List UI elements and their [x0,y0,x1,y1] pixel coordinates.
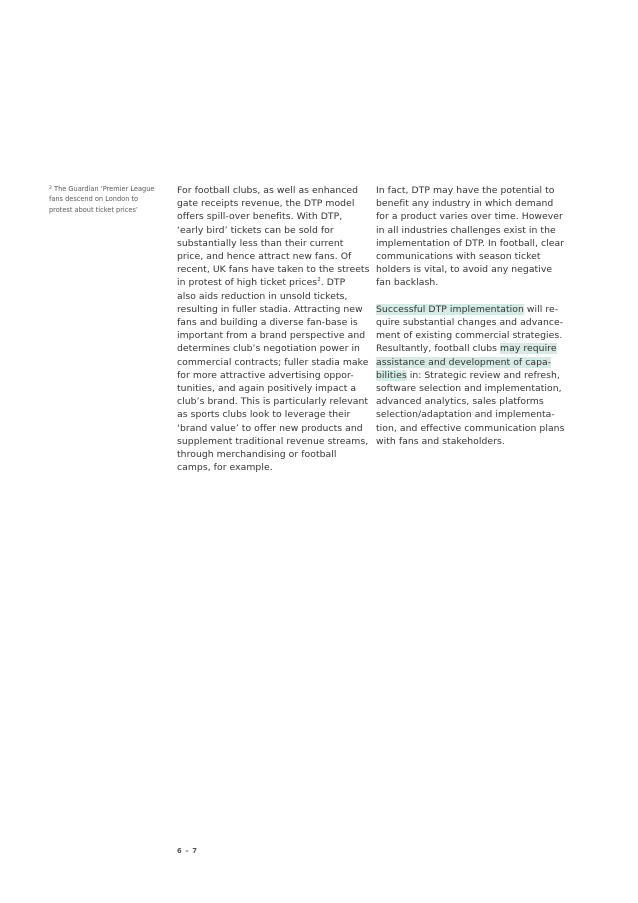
footnote-line: fans descend on London to [49,195,139,204]
page-number: 6 – 7 [177,847,198,855]
text-line: tion, and effective communication plans [376,422,565,434]
footnote-line: $^2$ The Guardian ‘Premier League [49,185,155,193]
text-line: holders is vital, to avoid any negative [376,264,553,276]
text-line: offers spill-over benefits. With DTP, [177,211,343,223]
text-line: resulting in fuller stadia. Attracting new [177,303,363,315]
text-line: For football clubs, as well as enhanced [177,185,359,196]
highlight: may require [500,343,557,355]
text-line: ‘early bird’ tickets can be sold for [177,224,334,236]
text-line: as sports clubs look to leverage their [177,409,351,421]
text-line: gate receipts revenue, the DTP model [177,198,355,210]
text-line: camps, for example. [177,462,273,474]
text-line: advanced analytics, sales platforms [376,396,544,408]
text-line: Successful DTP implementation will re- [376,303,559,315]
highlight: Successful DTP implementation [376,303,524,315]
text-line: selection/adaptation and implementa- [376,409,555,421]
text-line: important from a brand perspective and [177,330,366,342]
body-column-right [376,184,564,448]
footnote [49,184,161,215]
text-line: Resultantly, football clubs may require [376,343,557,355]
body-column-left [177,184,370,474]
text-line: for more attractive advertising oppor- [177,369,354,381]
text-line: supplement traditional revenue streams, [177,435,369,447]
text-line: fans and building a diverse fan-base is [177,317,358,329]
text-line: commercial contracts; fuller stadia make [177,356,369,368]
text-line: fan backlash. [376,277,439,289]
text-line: also aids reduction in unsold tickets, [177,290,348,302]
text-line: through merchandising or football [177,449,337,461]
text-line: price, and hence attract new fans. Of [177,251,352,263]
text-line: with fans and stakeholders. [376,435,505,447]
text-line: for a product varies over time. However [376,211,563,223]
highlight: assistance and development of capa- [376,356,552,368]
text-line: ‘brand value’ to offer new products and [177,422,363,434]
footnote-line: protest about ticket prices’ [49,205,138,214]
text-line: tunities, and again positively impact a [177,383,357,395]
text-line: implementation of DTP. In football, clear [376,237,565,249]
text-line: determines club’s negotiation power in [177,343,360,355]
text-line: software selection and implementation, [376,383,562,395]
text-line: substantially less than their current [177,237,344,249]
text-line-with-footnote-ref: in protest of high ticket prices$^2$. DTP [177,277,346,289]
text-line: club’s brand. This is particularly relevant [177,396,369,408]
footnote-marker: 2 [49,186,52,191]
footnote-reference: 2 [317,277,321,284]
text-line: communications with season ticket [376,251,541,263]
text-line [376,356,564,369]
text-line: quire substantial changes and advance- [376,317,564,329]
text-line: recent, UK fans have taken to the streets [177,264,370,276]
highlight: bilities [376,369,407,381]
text-line: in all industries challenges exist in the [376,224,556,236]
text-line: In fact, DTP may have the potential to [376,185,555,196]
text-line: bilities in: Strategic review and refresh, [376,369,560,381]
paragraph-gap [376,290,564,303]
text-line: benefit any industry in which demand [376,198,554,210]
text-line: ment of existing commercial strategies. [376,330,563,342]
